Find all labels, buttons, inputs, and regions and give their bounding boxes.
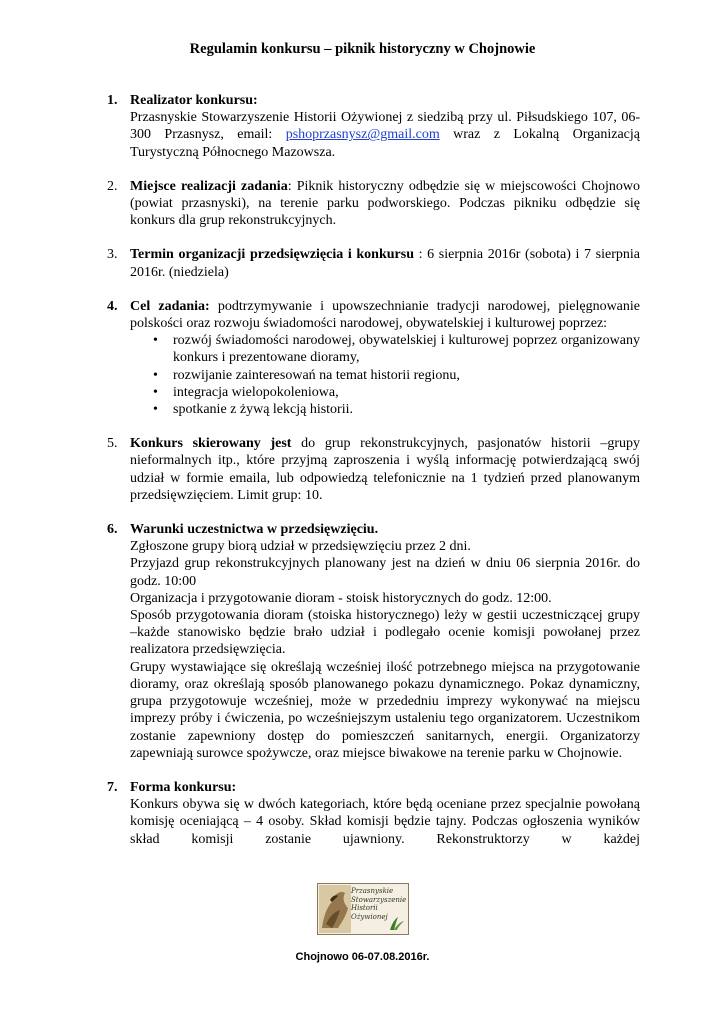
section-1-text-end: wraz z Lokalną Organizacją Turystyczną Północnego Mazowsza. [130,127,640,160]
footer-date: Chojnowo 06-07.08.2016r. [295,951,430,963]
list-item [148,401,640,418]
section-3 [107,246,640,280]
bullet-text: spotkanie z żywą lekcją historii. [173,402,353,418]
section-4 [107,298,640,418]
section-5 [107,435,640,504]
logo-text-line: Historii [351,904,378,913]
section-3-text: : 6 sierpnia 2016r (sobota) i 7 sierpnia 2016r. (niedziela) [130,247,641,280]
section-6-heading-line [130,521,640,538]
section-4-heading: Cel zadania: [130,298,210,314]
section-1-number: 1. [107,93,118,108]
section-3-number: 3. [107,247,118,263]
section-5-heading: Konkurs skierowany jest [130,436,292,452]
email-link[interactable]: pshoprzasnysz@gmail.com [285,127,440,143]
document-body [107,92,640,865]
list-item [148,384,640,401]
bullet-text: rozwój świadomości narodowej, obywatelskiej i kulturowej poprzez organizowany konkurs i prezentowane dioramy, [173,333,640,366]
list-item [148,332,640,366]
section-6-paragraph: Grupy wystawiające się określają wcześniej ilość potrzebnego miejsca na przygotowanie dioramy, oraz określają sposób planowanego pokazu dynamicznego. Pokaz dynamiczny, grupa przygotowuje wcześniej, może w przededniu imprezy wykonywać na miejscu imprezy próby i ćwiczenia, po wcześniejszym ustaleniu tego organizatorem. Uczestnikom zostanie zapewniony dostęp do pomieszczeń sanitarnych, energii. Organizatorzy zapewniają surowce spożywcze, oraz miejsce biwakowe na terenie parku w Chojnowie. [130,659,640,761]
section-5-number: 5. [107,436,118,452]
section-4-body [130,298,640,332]
goal-bullet-list [130,332,640,418]
list-item [148,367,640,384]
section-6-number: 6. [107,522,118,538]
section-7-heading-line [130,779,640,796]
section-2-heading: Miejsce realizacji zadania [130,178,288,194]
section-6-paragraph: Zgłoszone grupy biorą udział w przedsięwzięciu przez 2 dni. [130,539,471,555]
logo-text-line: Stowarzyszenie [351,895,407,904]
bullet-icon: • [153,367,158,383]
section-2-number: 2. [107,178,118,194]
section-3-heading: Termin organizacji przedsięwzięcia i konkursu [130,247,414,263]
bullet-icon: • [153,402,158,418]
bullet-icon: • [153,384,158,400]
section-2 [107,178,640,230]
section-1-text: Przasnyskie Stowarzyszenie Historii Ożywionej z siedzibą przy ul. Piłsudskiego 107, 06-300 Przasnysz, email: [130,110,640,143]
section-6-heading: Warunki uczestnictwa w przedsięwzięciu. [130,522,379,538]
logo-text-line: Ożywionej [351,912,388,921]
logo-text-line: Przasnyskie [351,887,394,895]
section-2-text: : Piknik historyczny odbędzie się w miejscowości Chojnowo (powiat przasnyski), na terenie parku podworskiego. Podczas pikniku odbędzie się konkurs dla grup rekonstrukcyjnych. [130,178,641,229]
section-1-heading-line [130,92,640,109]
section-7-body: Konkurs obywa się w dwóch kategoriach, które będą oceniane przez specjalnie powołaną komisję oceniającą – 4 osoby. Skład komisji będzie tajny. Podczas ogłoszenia wyników skład komisji zostanie ujawniony. Rekonstruktorzy w każdej [130,797,640,847]
section-4-number: 4. [107,298,118,314]
section-1 [107,92,640,161]
section-2-body [130,178,640,230]
bullet-icon: • [153,333,158,349]
association-logo [317,883,409,935]
bullet-text: integracja wielopokoleniowa, [173,384,339,400]
section-1-body [130,109,640,161]
section-7-heading: Forma konkursu: [130,779,237,795]
section-6-paragraph: Przyjazd grup rekonstrukcyjnych planowany jest na dzień w dniu 06 sierpnia 2016r. do godz. 10:00 [130,556,640,589]
section-5-text: do grup rekonstrukcyjnych, pasjonatów historii –grupy nieformalnych itp., które przyjmą zaproszenia i wyślą informację potwierdzającą swój udział w formie emaila, lub odpowiedzą telefonicznie na 1 tydzień przed planowanym przedsięwzięciem. Limit grup: 10. [130,436,641,503]
section-5-body [130,435,640,504]
section-4-text: podtrzymywanie i upowszechnianie tradycji narodowej, pielęgnowanie polskości oraz rozwoju świadomości narodowej, obywatelskiej i kulturowej poprzez: [130,298,640,332]
section-6-paragraph: Organizacja i przygotowanie dioram - stoisk historycznych do godz. 12:00. [130,590,552,606]
section-7-number: 7. [107,779,118,795]
document-title: Regulamin konkursu – piknik historyczny w Chojnowie [189,41,536,57]
section-3-body [130,246,640,280]
section-1-heading: Realizator konkursu: [130,93,258,108]
bullet-text: rozwijanie zainteresowań na temat historii regionu, [173,367,460,383]
section-7 [107,779,640,848]
section-6 [107,521,640,762]
logo-text [351,887,407,921]
section-6-paragraph: Sposób przygotowania dioram (stoiska historycznego) leży w gestii uczestniczącej grupy –każde stanowisko będzie brało udział i podlegało ocenie komisji powołanej przez realizatora przedsięwzięcia. [130,608,640,658]
